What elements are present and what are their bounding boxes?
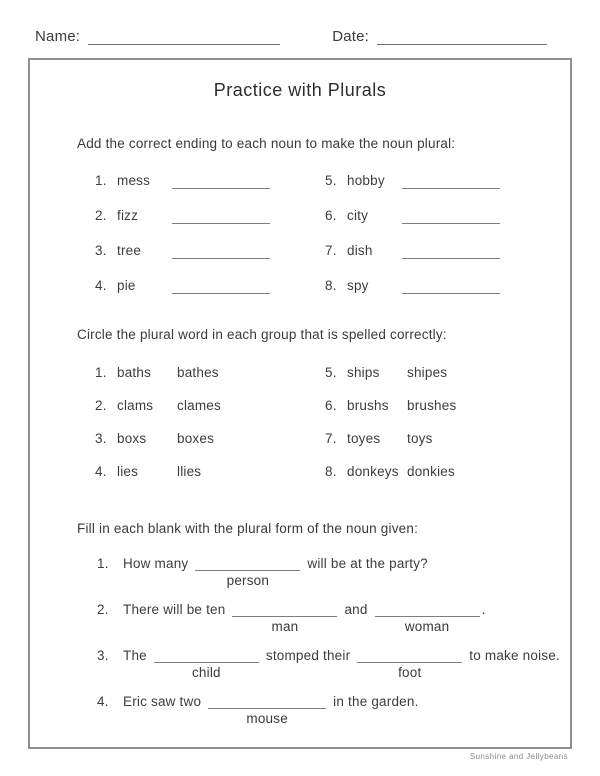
- word-choice-1: clams: [117, 398, 154, 413]
- answer-blank-line: [402, 173, 500, 189]
- list-item: [325, 278, 500, 313]
- item-word: spy: [347, 278, 369, 293]
- item-word: city: [347, 208, 369, 223]
- item-word: pie: [117, 278, 136, 293]
- blank-with-hint: [154, 648, 259, 680]
- answer-blank-line: [208, 694, 326, 709]
- list-item: [325, 431, 456, 464]
- list-item: [95, 243, 325, 278]
- section1-items: [95, 173, 570, 313]
- answer-blank-line: [402, 208, 500, 224]
- list-item: [325, 464, 456, 497]
- list-item: [95, 278, 325, 313]
- item-number: 5.: [325, 173, 337, 188]
- word-choice-2: donkies: [407, 464, 455, 479]
- list-item: [95, 398, 325, 431]
- item-number: 1.: [97, 556, 109, 571]
- answer-blank-line: [172, 173, 270, 189]
- answer-blank-line: [232, 602, 337, 617]
- list-item: [325, 208, 500, 243]
- item-number: 7.: [325, 243, 337, 258]
- section2-left-column: [95, 365, 325, 497]
- answer-blank-line: [357, 648, 462, 663]
- sentence-item: [97, 602, 570, 635]
- section3-instruction: Fill in each blank with the plural form of the noun given:: [77, 521, 419, 536]
- section2-items: [95, 365, 570, 497]
- blank-with-hint: [195, 556, 300, 588]
- section1-instruction: Add the correct ending to each noun to make the noun plural:: [77, 136, 456, 151]
- item-number: 3.: [97, 648, 109, 663]
- item-number: 3.: [95, 431, 107, 446]
- noun-hint: man: [271, 619, 299, 634]
- item-word: hobby: [347, 173, 385, 188]
- word-choice-2: shipes: [407, 365, 448, 380]
- word-choice-1: boxs: [117, 431, 147, 446]
- list-item: [95, 173, 325, 208]
- section-fill-in-blank: [30, 521, 570, 727]
- list-item: [95, 464, 325, 497]
- item-word: dish: [347, 243, 373, 258]
- list-item: [95, 208, 325, 243]
- sentence-text: and: [344, 602, 368, 617]
- item-number: 8.: [325, 278, 337, 293]
- noun-hint: child: [191, 665, 221, 680]
- word-choice-2: clames: [177, 398, 221, 413]
- item-number: 6.: [325, 398, 337, 413]
- answer-blank-line: [172, 243, 270, 259]
- sentence-item: [97, 556, 570, 589]
- noun-hint: mouse: [246, 711, 288, 726]
- word-choice-1: brushs: [347, 398, 389, 413]
- sentence-text: There will be ten: [123, 602, 226, 617]
- item-word: tree: [117, 243, 142, 258]
- blank-with-hint: [232, 602, 337, 634]
- page-title: Practice with Plurals: [213, 80, 387, 100]
- list-item: [325, 243, 500, 278]
- worksheet-box: [28, 58, 572, 749]
- name-blank-line: [88, 29, 280, 45]
- date-blank-line: [377, 29, 547, 45]
- noun-hint: foot: [398, 665, 422, 680]
- sentence-item: [97, 648, 570, 681]
- noun-hint: woman: [404, 619, 450, 634]
- section3-items: [97, 556, 570, 727]
- answer-blank-line: [402, 243, 500, 259]
- blank-with-hint: [375, 602, 480, 634]
- answer-blank-line: [154, 648, 259, 663]
- blank-with-hint: [357, 648, 462, 680]
- sentence-text: to make noise.: [469, 648, 560, 663]
- answer-blank-line: [375, 602, 480, 617]
- sentence-text: Eric saw two: [123, 694, 202, 709]
- sentence-text: .: [481, 602, 486, 617]
- item-number: 3.: [95, 243, 107, 258]
- section-circle-correct: [30, 327, 570, 497]
- word-choice-2: brushes: [407, 398, 457, 413]
- word-choice-1: toyes: [347, 431, 381, 446]
- section1-right-column: [325, 173, 500, 313]
- item-number: 7.: [325, 431, 337, 446]
- item-number: 2.: [95, 208, 107, 223]
- answer-blank-line: [172, 208, 270, 224]
- item-number: 5.: [325, 365, 337, 380]
- section2-instruction: Circle the plural word in each group that is spelled correctly:: [77, 327, 447, 342]
- word-choice-1: baths: [117, 365, 152, 380]
- word-choice-2: bathes: [177, 365, 219, 380]
- list-item: [325, 173, 500, 208]
- list-item: [325, 398, 456, 431]
- answer-blank-line: [195, 556, 300, 571]
- sentence-text: will be at the party?: [307, 556, 428, 571]
- footer-credit: Sunshine and Jellybeans: [469, 752, 568, 761]
- word-choice-2: toys: [407, 431, 433, 446]
- sentence-text: How many: [123, 556, 189, 571]
- list-item: [325, 365, 456, 398]
- section-add-endings: [30, 136, 570, 313]
- sentence-item: [97, 694, 570, 727]
- item-number: 2.: [95, 398, 107, 413]
- word-choice-2: boxes: [177, 431, 215, 446]
- list-item: [95, 431, 325, 464]
- word-choice-2: llies: [177, 464, 202, 479]
- noun-hint: person: [226, 573, 270, 588]
- item-word: fizz: [117, 208, 139, 223]
- list-item: [95, 365, 325, 398]
- item-number: 1.: [95, 173, 107, 188]
- answer-blank-line: [402, 278, 500, 294]
- item-number: 4.: [95, 464, 107, 479]
- sentence-text: in the garden.: [333, 694, 419, 709]
- item-number: 4.: [97, 694, 109, 709]
- section2-right-column: [325, 365, 456, 497]
- date-label: Date:: [332, 28, 370, 45]
- word-choice-1: lies: [117, 464, 139, 479]
- sentence-text: stomped their: [265, 648, 351, 663]
- word-choice-1: ships: [347, 365, 380, 380]
- item-number: 6.: [325, 208, 337, 223]
- name-label: Name:: [35, 28, 81, 45]
- item-number: 4.: [95, 278, 107, 293]
- word-choice-1: donkeys: [347, 464, 399, 479]
- item-number: 8.: [325, 464, 337, 479]
- item-number: 2.: [97, 602, 109, 617]
- answer-blank-line: [172, 278, 270, 294]
- blank-with-hint: [208, 694, 326, 726]
- header-name-date-row: [35, 28, 565, 45]
- section1-left-column: [95, 173, 325, 313]
- item-number: 1.: [95, 365, 107, 380]
- item-word: mess: [117, 173, 151, 188]
- sentence-text: The: [123, 648, 147, 663]
